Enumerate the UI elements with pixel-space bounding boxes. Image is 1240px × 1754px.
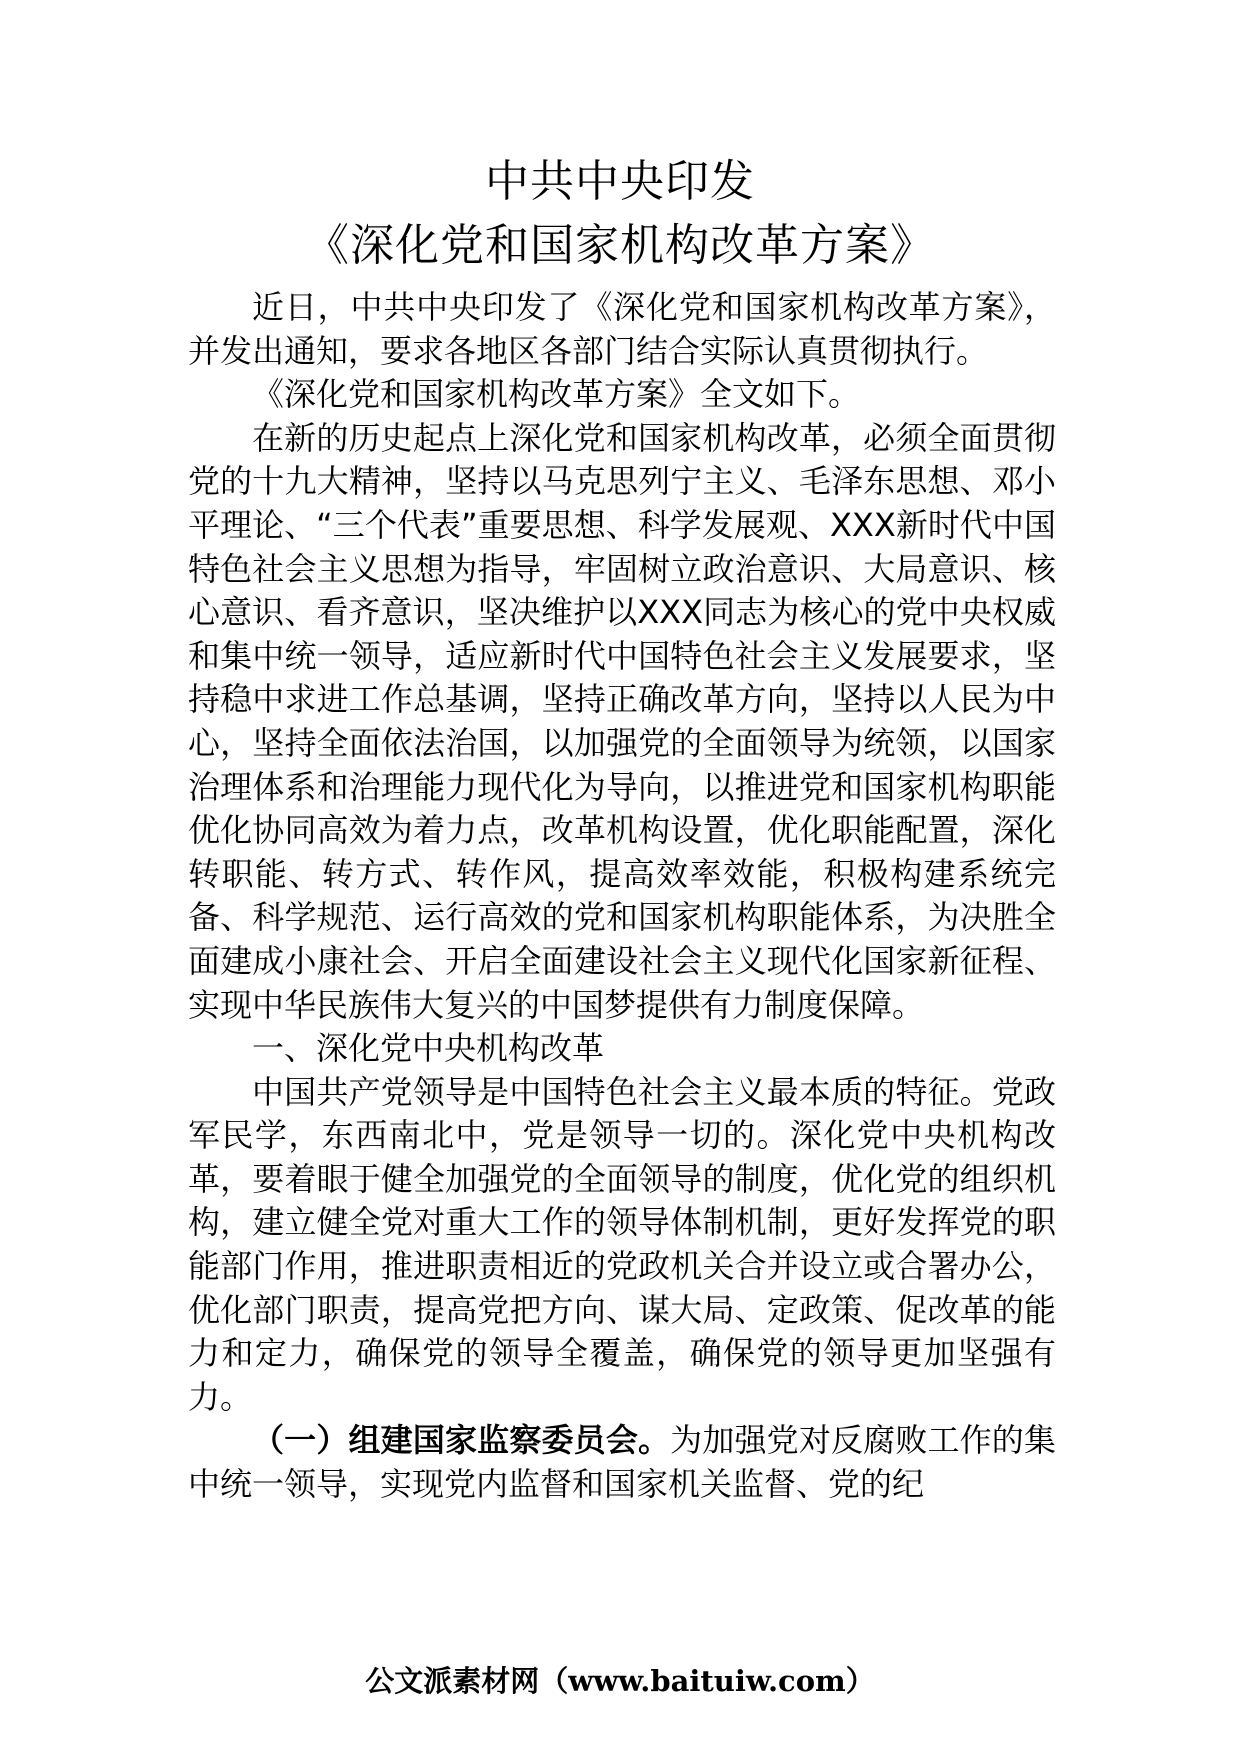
- item-1-text: 为加强党对反腐败工作的集中统一领导，实现党内监督和国家机关监督、党的纪: [188, 1421, 1056, 1504]
- paragraph-intro: 近日，中共中央印发了《深化党和国家机构改革方案》，并发出通知，要求各地区各部门结合实际认真贯彻执行。: [188, 288, 1056, 370]
- paragraph-section-1-intro: 中国共产党领导是中国特色社会主义最本质的特征。党政军民学，东西南北中，党是领导一切的。深化党中央机构改革，要着眼于健全加强党的全面领导的制度，优化党的组织机构，建立健全党对重大工作的领导体制机制，更好发挥党的职能部门作用，推进职责相近的党政机关合并设立或合署办公，优化部门职责，提高党把方向、谋大局、定政策、促改革的能力和定力，确保党的领导全覆盖，确保党的领导更加坚强有力。: [188, 1072, 1056, 1416]
- paragraph-fulltext-note: 《深化党和国家机构改革方案》全文如下。: [252, 375, 861, 414]
- document-title-line-1: 中共中央印发: [485, 156, 755, 207]
- paragraph-item-1: [188, 1419, 1056, 1506]
- section-heading-1: 一、深化党中央机构改革: [252, 1029, 605, 1068]
- item-1-heading: （一）组建国家监察委员会。: [252, 1421, 671, 1460]
- paragraph-guiding-principles: 在新的历史起点上深化党和国家机构改革，必须全面贯彻党的十九大精神，坚持以马克思列宁主义、毛泽东思想、邓小平理论、“三个代表”重要思想、科学发展观、XXX新时代中国特色社会主义思想为指导，牢固树立政治意识、大局意识、核心意识、看齐意识，坚决维护以XXX同志为核心的党中央权威和集中统一领导，适应新时代中国特色社会主义发展要求，坚持稳中求进工作总基调，坚持正确改革方向，坚持以人民为中心，坚持全面依法治国，以加强党的全面领导为统领，以国家治理体系和治理能力现代化为导向，以推进党和国家机构职能优化协同高效为着力点，改革机构设置，优化职能配置，深化转职能、转方式、转作风，提高效率效能，积极构建系统完备、科学规范、运行高效的党和国家机构职能体系，为决胜全面建成小康社会、开启全面建设社会主义现代化国家新征程、实现中华民族伟大复兴的中国梦提供有力制度保障。: [188, 418, 1056, 1024]
- footer-watermark: 公文派素材网（www.baituiw.com）: [365, 1664, 875, 1698]
- document-body: [188, 286, 1056, 1507]
- document-title-line-2: 《深化党和国家机构改革方案》: [305, 220, 935, 271]
